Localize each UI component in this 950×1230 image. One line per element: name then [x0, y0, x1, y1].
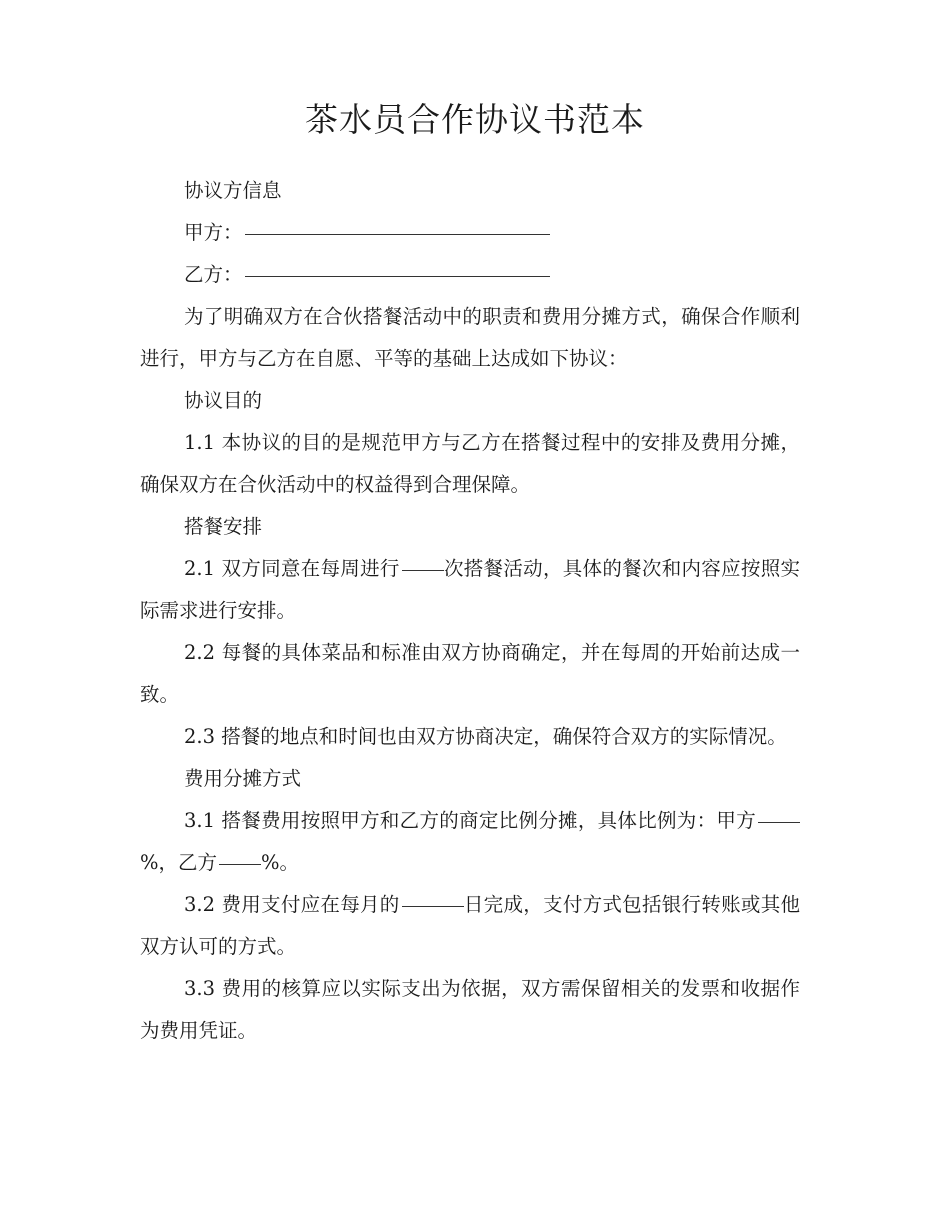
section-3-heading: 费用分摊方式	[184, 767, 302, 790]
clause-3-1	[140, 800, 800, 884]
clause-2-1-part-a: 2.1 双方同意在每周进行	[184, 557, 400, 580]
party-b-label: 乙方：	[184, 263, 243, 286]
clause-3-2-part-a: 3.2 费用支付应在每月的	[184, 893, 400, 916]
party-a-ratio-blank	[758, 821, 800, 823]
party-b-ratio-blank	[219, 863, 261, 865]
party-b-line	[140, 254, 800, 296]
party-info-heading: 协议方信息	[184, 179, 282, 202]
clause-3-2-part-b: 日完成，支付方式包括银行转账或其他双方认可的方式。	[140, 893, 800, 958]
document-title: 茶水员合作协议书范本	[305, 100, 645, 139]
section-2-heading: 搭餐安排	[184, 515, 263, 538]
clause-1-1: 1.1 本协议的目的是规范甲方与乙方在搭餐过程中的安排及费用分摊，确保双方在合伙活动中的权益得到合理保障。	[140, 431, 800, 496]
clause-3-2	[140, 884, 800, 968]
party-b-blank	[245, 275, 550, 277]
clause-3-1-part-b: %，乙方	[140, 851, 218, 874]
clause-3-1-part-a: 3.1 搭餐费用按照甲方和乙方的商定比例分摊，具体比例为：甲方	[184, 809, 756, 832]
section-1-heading: 协议目的	[184, 389, 263, 412]
intro-paragraph: 为了明确双方在合伙搭餐活动中的职责和费用分摊方式，确保合作顺利进行，甲方与乙方在自愿、平等的基础上达成如下协议：	[140, 305, 800, 370]
clause-3-3: 3.3 费用的核算应以实际支出为依据，双方需保留相关的发票和收据作为费用凭证。	[140, 977, 800, 1042]
clause-2-1	[140, 548, 800, 632]
payment-day-blank	[402, 905, 464, 907]
party-a-blank	[245, 233, 550, 235]
clause-2-3: 2.3 搭餐的地点和时间也由双方协商决定，确保符合双方的实际情况。	[184, 725, 787, 748]
clause-2-2: 2.2 每餐的具体菜品和标准由双方协商确定，并在每周的开始前达成一致。	[140, 641, 800, 706]
meal-count-blank	[402, 569, 444, 571]
clause-2-1-part-b: 次搭餐活动，具体的餐次和内容应按照实际需求进行安排。	[140, 557, 800, 622]
party-a-label: 甲方：	[184, 221, 243, 244]
party-a-line	[140, 212, 800, 254]
clause-3-1-part-c: %。	[261, 851, 300, 874]
document-body	[140, 170, 800, 1052]
